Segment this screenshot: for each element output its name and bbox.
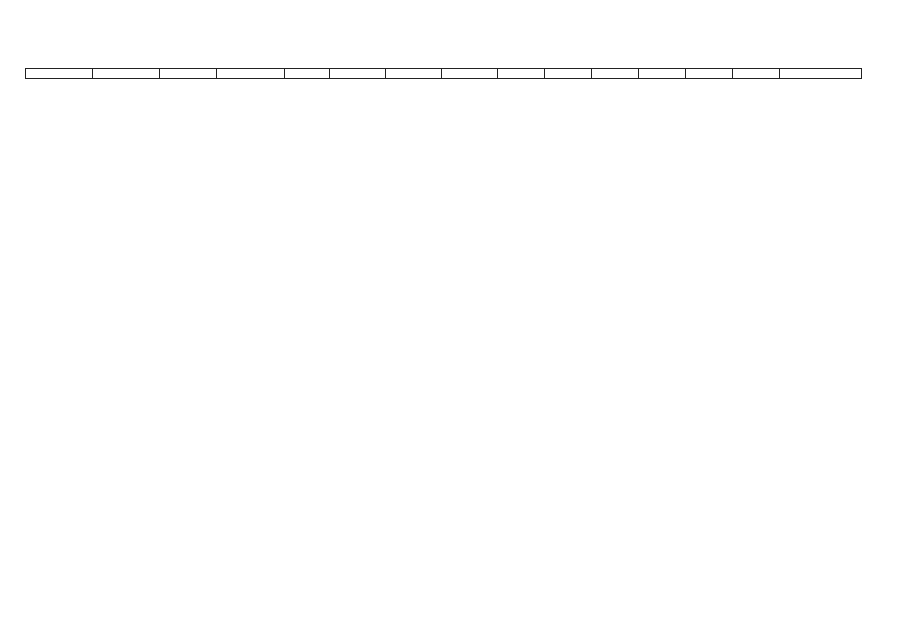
- column-number: [386, 69, 442, 79]
- column-number: [26, 69, 93, 79]
- header-row: [26, 69, 862, 79]
- column-number: [498, 69, 545, 79]
- budget-table: [25, 68, 862, 79]
- column-number: [780, 69, 862, 79]
- column-number: [686, 69, 733, 79]
- column-number: [217, 69, 285, 79]
- column-number: [93, 69, 160, 79]
- column-number: [160, 69, 217, 79]
- column-number: [733, 69, 780, 79]
- column-number: [442, 69, 498, 79]
- column-number: [592, 69, 639, 79]
- column-number: [639, 69, 686, 79]
- column-number: [285, 69, 330, 79]
- column-number: [545, 69, 592, 79]
- column-number: [330, 69, 386, 79]
